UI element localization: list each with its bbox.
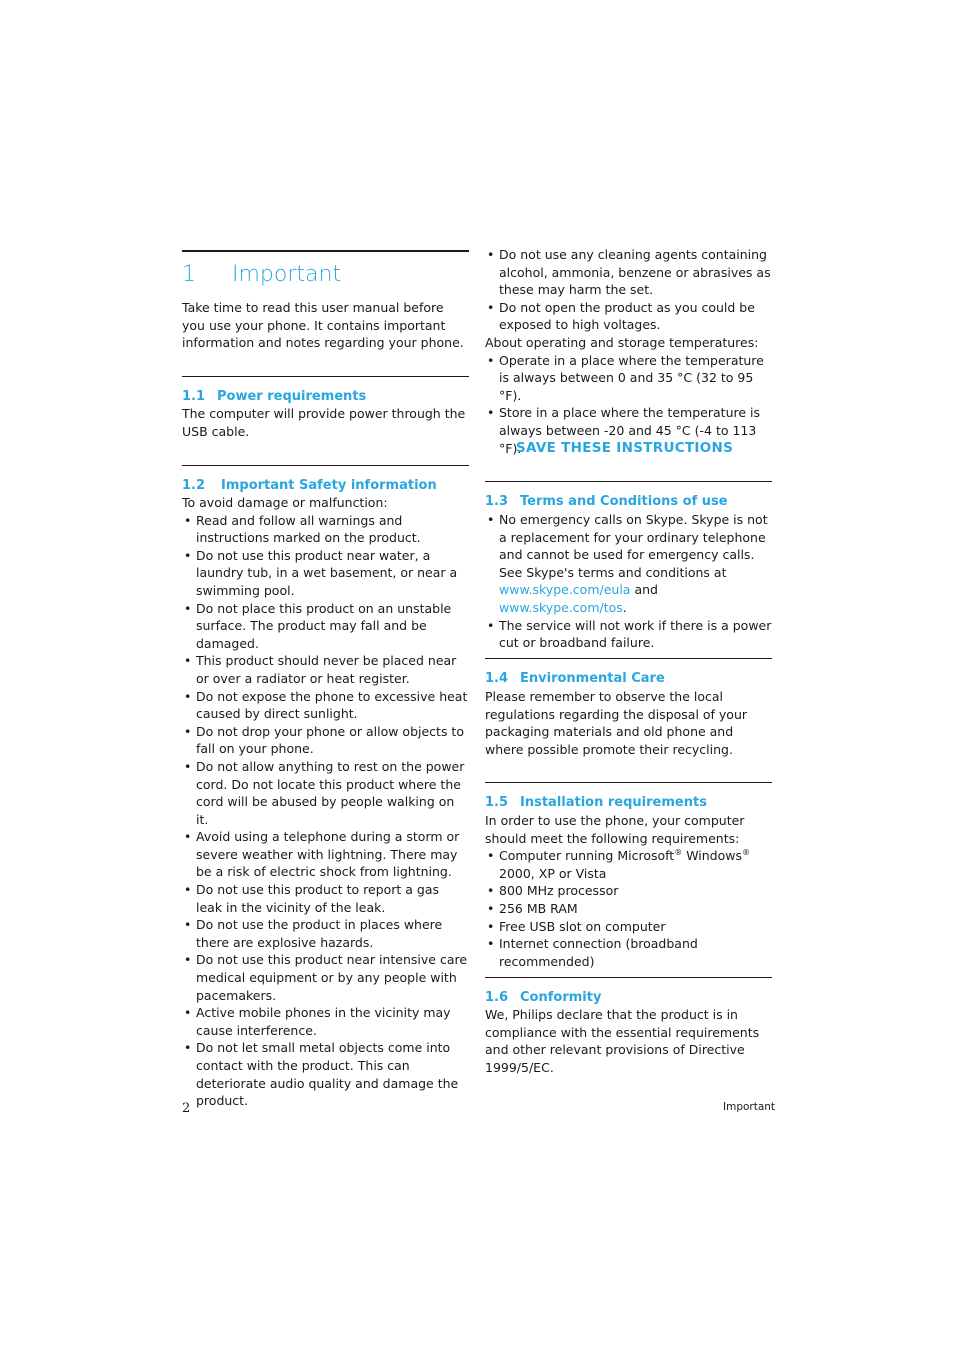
list-item: • Do not use this product near intensive care medical equipment or by any people with pacemakers. <box>182 951 469 1004</box>
section-number: 1.4 <box>485 671 509 686</box>
section-rule <box>485 658 772 659</box>
save-instructions-notice: SAVE THESE INSTRUCTIONS <box>516 440 734 456</box>
section-rule <box>485 977 772 978</box>
chapter-heading <box>182 262 341 288</box>
list-item: • Do not drop your phone or allow objects to fall on your phone. <box>182 723 469 758</box>
section-number: 1.1 <box>182 389 206 404</box>
terms-section-body <box>485 511 772 652</box>
list-item: • Do not use this product to report a gas leak in the vicinity of the leak. <box>182 881 469 916</box>
environmental-text: Please remember to observe the local regulations regarding the disposal of your packaging materials and old phone and where possible promote their recycling. <box>485 689 748 757</box>
section-title: Power requirements <box>217 389 367 404</box>
safety-list-continued <box>485 246 772 334</box>
requirements-list <box>485 847 772 970</box>
section-title: Important Safety information <box>221 478 437 493</box>
footer-section-name: Important <box>723 1101 776 1113</box>
section-number: 1.2 <box>182 478 206 493</box>
terms-text: No emergency calls on Skype. Skype is not a replacement for your ordinary telephone and cannot be used for emergency calls. See Skype's terms and conditions at <box>499 512 768 580</box>
section-rule <box>182 376 469 377</box>
safety-continued <box>485 246 772 457</box>
section-heading-1-1 <box>182 388 366 405</box>
list-item: • Internet connection (broadband recommended) <box>485 935 772 970</box>
and-word: and <box>634 582 658 598</box>
installation-intro: In order to use the phone, your computer should meet the following requirements: <box>485 813 745 846</box>
list-item: • Do not place this product on an unstable surface. The product may fall and be damaged. <box>182 600 469 653</box>
registered-mark: ® <box>742 848 750 858</box>
chapter-intro: Take time to read this user manual before you use your phone. It contains important information and notes regarding your phone. <box>182 300 464 351</box>
list-item: • This product should never be placed near or over a radiator or heat register. <box>182 652 469 687</box>
section-number: 1.3 <box>485 494 509 509</box>
section-title: Conformity <box>520 990 602 1005</box>
list-item: • Do not use any cleaning agents containing alcohol, ammonia, benzene or abrasives as these may harm the set. <box>485 246 772 299</box>
section-rule <box>182 465 469 466</box>
chapter-rule <box>182 250 469 252</box>
safety-intro: To avoid damage or malfunction: <box>182 495 388 510</box>
chapter-number: 1 <box>182 262 196 287</box>
windows-text: Windows <box>682 848 742 864</box>
chapter-title: Important <box>232 262 342 287</box>
section-heading-1-4 <box>485 670 665 687</box>
list-item <box>485 847 772 882</box>
terms-list <box>485 511 772 652</box>
section-heading-1-6 <box>485 989 601 1006</box>
list-item: • Do not allow anything to rest on the power cord. Do not locate this product where the cord will be abused by people walking on it. <box>182 758 469 828</box>
power-requirements-text: The computer will provide power through the USB cable. <box>182 406 466 439</box>
registered-mark: ® <box>674 848 683 858</box>
os-versions: 2000, XP or Vista <box>499 865 607 881</box>
section-rule <box>485 481 772 482</box>
conformity-text: We, Philips declare that the product is in compliance with the essential requirements and other relevant provisions of Directive 1999/5/EC. <box>485 1007 760 1075</box>
section-number: 1.5 <box>485 795 509 810</box>
list-item: • Store in a place where the temperature is always between -20 and 45 °C (-4 to 113 °F). <box>485 404 772 457</box>
temperature-intro: About operating and storage temperatures: <box>485 334 759 350</box>
list-item: • Operate in a place where the temperature is always between 0 and 35 °C (32 to 95 °F). <box>485 352 772 405</box>
section-heading-1-3 <box>485 493 728 510</box>
list-item: • 256 MB RAM <box>485 900 772 918</box>
section-title: Terms and Conditions of use <box>520 494 728 509</box>
list-item: • Free USB slot on computer <box>485 918 772 936</box>
safety-list <box>182 512 469 1110</box>
list-item: • 800 MHz processor <box>485 882 772 900</box>
list-item: • Do not use the product in places where there are explosive hazards. <box>182 916 469 951</box>
list-item: • Avoid using a telephone during a storm or severe weather with lightning. There may be a risk of electric shock from lightning. <box>182 828 469 881</box>
section-heading-1-5 <box>485 794 707 811</box>
page-number: 2 <box>182 1101 191 1116</box>
list-item: • Do not open the product as you could be exposed to high voltages. <box>485 299 772 334</box>
tos-link[interactable]: www.skype.com/tos <box>499 599 623 615</box>
list-item: • Active mobile phones in the vicinity may cause interference. <box>182 1004 469 1039</box>
terms-period: . <box>622 599 627 615</box>
installation-section-body <box>485 812 772 970</box>
section-heading-1-2 <box>182 477 437 494</box>
list-item <box>485 511 772 617</box>
list-item: • Read and follow all warnings and instructions marked on the product. <box>182 512 469 547</box>
section-title: Environmental Care <box>520 671 665 686</box>
os-text: Computer running Microsoft <box>499 848 675 864</box>
section-title: Installation requirements <box>520 795 707 810</box>
eula-link[interactable]: www.skype.com/eula <box>499 582 631 598</box>
safety-section-body <box>182 494 469 1110</box>
section-rule <box>485 782 772 783</box>
section-number: 1.6 <box>485 990 509 1005</box>
list-item: • The service will not work if there is a power cut or broadband failure. <box>485 617 772 652</box>
list-item: • Do not use this product near water, a laundry tub, in a wet basement, or near a swimming pool. <box>182 547 469 600</box>
list-item: • Do not let small metal objects come into contact with the product. This can deteriorate audio quality and damage the product. <box>182 1039 469 1109</box>
list-item: • Do not expose the phone to excessive heat caused by direct sunlight. <box>182 688 469 723</box>
